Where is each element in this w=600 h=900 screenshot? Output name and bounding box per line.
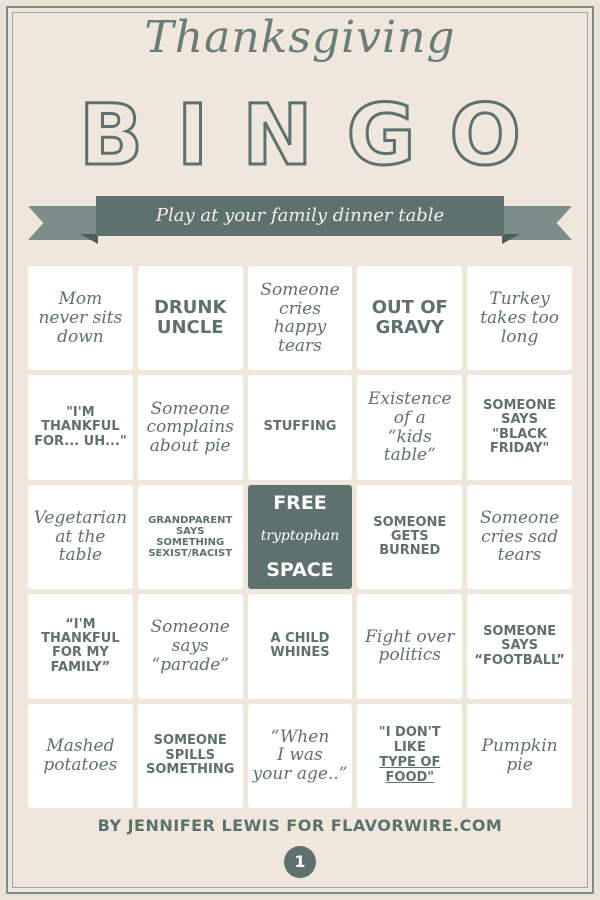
bingo-cell[interactable] [357,375,462,479]
bingo-cell[interactable] [138,594,243,698]
free-space-middle: tryptophan [260,528,340,545]
cell-text-underlined: FOOD" [385,769,435,785]
bingo-cell[interactable] [138,485,243,589]
cell-text: Someone cries sad tears [479,507,560,566]
cell-text: DRUNK UNCLE [153,297,227,339]
bingo-cell[interactable] [138,704,243,808]
cell-text: STUFFING [263,419,337,435]
bingo-cell[interactable] [248,375,353,479]
ribbon-banner [28,192,572,252]
bingo-cell[interactable] [138,266,243,370]
cell-text: SOMEONE SAYS "BLACK FRIDAY" [483,398,557,456]
cell-text: Someone cries happy tears [260,279,340,356]
cell-text: OUT OF GRAVY [371,297,448,339]
cell-text: Someone complains about pie [146,398,234,456]
bingo-cell[interactable] [467,375,572,479]
bingo-cell[interactable] [357,704,462,808]
cell-text: “I'M THANKFUL FOR MY FAMILY” [41,616,120,675]
cell-text: GRANDPARENT SAYS SOMETHING SEXIST/RACIST [148,514,233,559]
bingo-board [28,266,572,808]
cell-text: SOMEONE SPILLS SOMETHING [146,733,235,777]
bingo-cell[interactable] [28,266,133,370]
free-space-bottom: SPACE [266,559,334,582]
cell-text: Fight over politics [365,626,455,666]
cell-text: Existence of a “kids table” [367,389,452,466]
cell-text: Vegetarian at the table [33,507,128,566]
bingo-heading: BINGO [79,86,555,184]
page-title: Thanksgiving [144,12,456,63]
bingo-cell[interactable] [248,704,353,808]
bingo-cell[interactable] [248,594,353,698]
cell-text: “When I was your age..” [252,726,348,785]
credit-line: BY JENNIFER LEWIS FOR FLAVORWIRE.COM [97,816,503,835]
free-space-cell[interactable] [248,485,353,589]
ribbon-subtitle: Play at your family dinner table [96,196,504,236]
free-space-top: FREE [273,491,327,514]
bingo-cell[interactable] [357,266,462,370]
cell-text: Mom never sits down [38,289,123,347]
cell-text: Turkey takes too long [480,289,559,347]
bingo-cell[interactable] [467,266,572,370]
bingo-cell[interactable] [28,375,133,479]
cell-text-line: LIKE [393,739,426,755]
bingo-cell[interactable] [248,266,353,370]
cell-text: SOMEONE GETS BURNED [373,514,447,559]
bingo-cell[interactable] [467,485,572,589]
bingo-cell[interactable] [357,485,462,589]
cell-text: Mashed potatoes [43,736,118,775]
cell-text-line: "I DON'T [378,724,441,740]
bingo-cell[interactable] [28,485,133,589]
cell-text: Someone says “parade” [150,617,230,675]
bingo-cell[interactable] [138,375,243,479]
bingo-cell[interactable] [357,594,462,698]
bingo-cell[interactable] [28,594,133,698]
bingo-cell[interactable] [28,704,133,808]
bingo-cell[interactable] [467,704,572,808]
cell-text-underlined: TYPE OF [379,754,441,770]
bingo-cell[interactable] [467,594,572,698]
cell-text: "I'M THANKFUL FOR... UH..." [34,405,127,449]
cell-text: A CHILD WHINES [270,631,330,661]
page-number-badge: 1 [284,846,316,878]
cell-text: SOMEONE SAYS “FOOTBALL” [474,623,565,668]
cell-text: Pumpkin pie [481,736,558,775]
